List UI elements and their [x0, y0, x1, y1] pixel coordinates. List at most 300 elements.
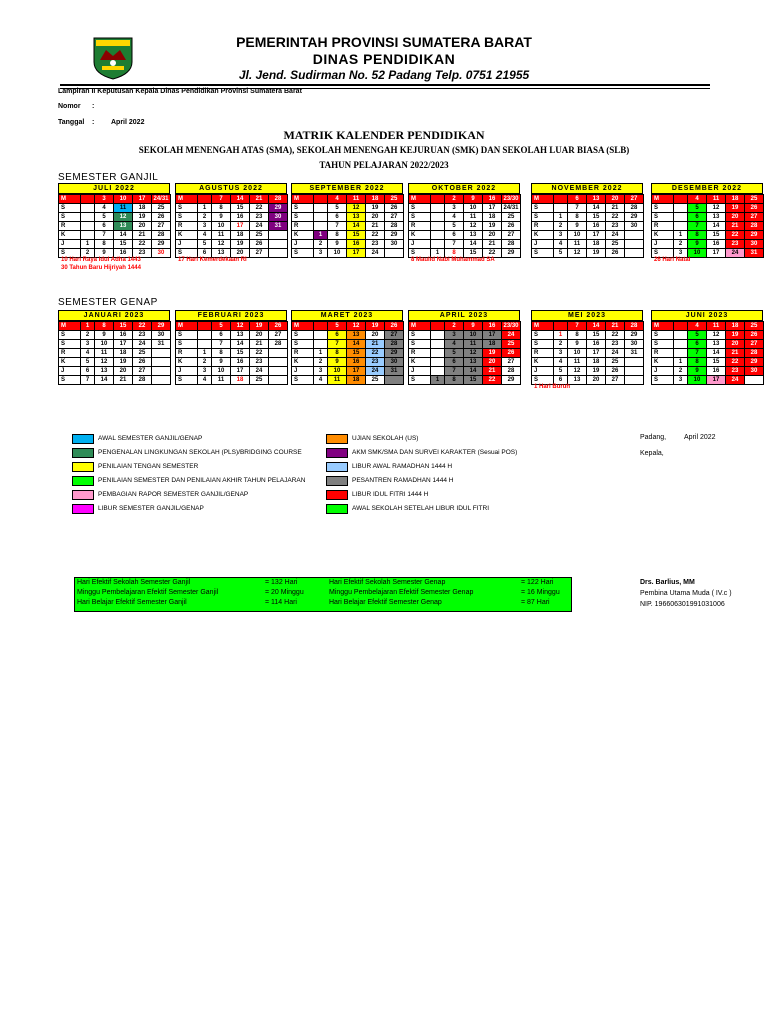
weekday-label: S — [532, 213, 554, 222]
date-cell: 22 — [133, 240, 152, 249]
date-cell: 10 — [688, 249, 707, 258]
date-cell: 19 — [726, 204, 745, 213]
legend-swatch — [326, 504, 348, 514]
date-cell: 23 — [366, 358, 385, 367]
month-table — [651, 194, 764, 258]
date-cell: 16 — [114, 331, 133, 340]
date-cell — [81, 231, 95, 240]
date-cell: 2 — [445, 322, 464, 331]
date-cell: 12 — [212, 240, 231, 249]
date-cell — [198, 340, 212, 349]
date-cell: 12 — [464, 349, 483, 358]
tanggal-sep: : — [92, 119, 95, 126]
date-cell — [314, 195, 328, 204]
month-calendar — [408, 183, 520, 258]
summary-value: = 87 Hari — [521, 599, 550, 606]
date-cell: 27 — [133, 367, 152, 376]
weekday-label: J — [409, 240, 431, 249]
date-cell: 13 — [95, 367, 114, 376]
date-cell: 15 — [587, 331, 606, 340]
date-cell: 19 — [133, 213, 152, 222]
month-calendar — [531, 183, 643, 258]
date-cell: 2 — [198, 213, 212, 222]
date-cell: 31 — [385, 367, 404, 376]
summary-value: = 132 Hari — [265, 579, 298, 586]
date-cell: 14 — [347, 340, 366, 349]
date-cell: 25 — [606, 240, 625, 249]
month-name: MARET 2023 — [291, 310, 403, 321]
weekday-label: M — [176, 322, 198, 331]
date-cell: 17 — [483, 331, 502, 340]
date-cell: 12 — [707, 331, 726, 340]
summary-label: Hari Efektif Sekolah Semester Ganjil — [77, 579, 191, 586]
date-cell: 9 — [688, 240, 707, 249]
weekday-label: K — [292, 231, 314, 240]
date-cell: 11 — [212, 376, 231, 385]
date-cell — [431, 349, 445, 358]
legend-label: PENGENALAN LINGKUNGAN SEKOLAH (PLS)/BRIDGING COURSE — [98, 449, 302, 456]
header-department: DINAS PENDIDIKAN — [312, 51, 456, 67]
date-cell: 3 — [445, 204, 464, 213]
date-cell: 11 — [212, 231, 231, 240]
date-cell: 28 — [269, 195, 288, 204]
date-cell — [674, 340, 688, 349]
date-cell: 8 — [568, 331, 587, 340]
month-name: MEI 2023 — [531, 310, 643, 321]
date-cell: 12 — [347, 322, 366, 331]
date-cell: 24 — [726, 376, 745, 385]
month-name: JUNI 2023 — [651, 310, 763, 321]
weekday-label: S — [652, 213, 674, 222]
date-cell — [314, 222, 328, 231]
date-cell: 25 — [250, 231, 269, 240]
date-cell: 2 — [198, 358, 212, 367]
weekday-label: R — [292, 349, 314, 358]
date-cell: 2 — [81, 249, 95, 258]
date-cell — [554, 322, 568, 331]
date-cell: 18 — [133, 204, 152, 213]
date-cell: 14 — [114, 231, 133, 240]
date-cell: 8 — [445, 249, 464, 258]
date-cell: 30 — [152, 249, 171, 258]
date-cell: 21 — [606, 322, 625, 331]
date-cell: 14 — [95, 376, 114, 385]
date-cell: 8 — [568, 213, 587, 222]
date-cell: 18 — [726, 322, 745, 331]
date-cell: 23 — [366, 240, 385, 249]
date-cell: 29 — [625, 331, 644, 340]
date-cell — [198, 322, 212, 331]
weekday-label: S — [176, 340, 198, 349]
date-cell: 6 — [328, 331, 347, 340]
date-cell: 15 — [114, 240, 133, 249]
weekday-label: K — [652, 231, 674, 240]
legend-label: LIBUR SEMESTER GANJIL/GENAP — [98, 505, 204, 512]
weekday-label: S — [532, 204, 554, 213]
weekday-label: K — [409, 231, 431, 240]
month-calendar — [651, 183, 763, 258]
date-cell: 19 — [587, 249, 606, 258]
month-table — [291, 321, 404, 385]
summary-row — [75, 579, 571, 589]
month-calendar — [531, 310, 643, 385]
date-cell: 20 — [231, 249, 250, 258]
date-cell: 12 — [568, 249, 587, 258]
date-cell: 10 — [95, 340, 114, 349]
weekday-label: S — [292, 376, 314, 385]
date-cell — [431, 358, 445, 367]
weekday-label: S — [59, 340, 81, 349]
date-cell: 26 — [133, 358, 152, 367]
signature-nip: NIP. 196606301991031006 — [640, 601, 725, 608]
date-cell — [269, 367, 288, 376]
weekday-label: J — [652, 367, 674, 376]
date-cell: 10 — [568, 349, 587, 358]
date-cell — [431, 331, 445, 340]
weekday-label: S — [176, 249, 198, 258]
date-cell: 20 — [587, 376, 606, 385]
date-cell: 23 — [726, 240, 745, 249]
date-cell: 19 — [114, 358, 133, 367]
date-cell: 3 — [198, 222, 212, 231]
date-cell: 18 — [483, 340, 502, 349]
date-cell: 24/31 — [153, 196, 169, 202]
summary-label: Hari Belajar Efektif Semester Genap — [329, 599, 442, 606]
date-cell: 24 — [726, 249, 745, 258]
date-cell: 5 — [212, 322, 231, 331]
month-table — [531, 321, 644, 385]
doc-year: TAHUN PELAJARAN 2022/2023 — [319, 160, 449, 170]
date-cell: 26 — [269, 322, 288, 331]
date-cell: 13 — [347, 213, 366, 222]
month-name: FEBRUARI 2023 — [175, 310, 287, 321]
date-cell: 26 — [385, 204, 404, 213]
date-cell: 30 — [152, 331, 171, 340]
date-cell: 16 — [231, 213, 250, 222]
legend-swatch — [326, 462, 348, 472]
date-cell: 14 — [231, 340, 250, 349]
date-cell: 10 — [212, 222, 231, 231]
date-cell: 6 — [445, 358, 464, 367]
weekday-label: J — [176, 367, 198, 376]
date-cell: 28 — [133, 376, 152, 385]
date-cell: 25 — [250, 376, 269, 385]
weekday-label: K — [409, 358, 431, 367]
date-cell: 29 — [745, 231, 764, 240]
legend-item — [326, 476, 454, 485]
date-cell: 19 — [483, 349, 502, 358]
weekday-label: S — [652, 204, 674, 213]
weekday-label: K — [292, 358, 314, 367]
date-cell: 8 — [212, 349, 231, 358]
date-cell — [674, 322, 688, 331]
date-cell — [625, 231, 644, 240]
date-cell — [198, 331, 212, 340]
summary-value: = 20 Minggu — [265, 589, 304, 596]
month-name: DESEMBER 2022 — [651, 183, 763, 194]
month-calendar — [651, 310, 763, 385]
date-cell: 25 — [745, 322, 764, 331]
date-cell — [198, 195, 212, 204]
date-cell: 6 — [554, 376, 568, 385]
date-cell — [431, 340, 445, 349]
legend-item — [326, 490, 428, 499]
date-cell: 1 — [674, 231, 688, 240]
legend-label: PENILAIAN TENGAN SEMESTER — [98, 463, 199, 470]
date-cell: 14 — [587, 322, 606, 331]
date-cell: 15 — [464, 249, 483, 258]
date-cell: 9 — [688, 367, 707, 376]
date-cell: 29 — [625, 213, 644, 222]
weekday-label: R — [532, 349, 554, 358]
date-cell: 25 — [152, 204, 171, 213]
date-cell: 7 — [212, 195, 231, 204]
date-cell: 20 — [483, 231, 502, 240]
date-cell: 27 — [385, 213, 404, 222]
month-table — [175, 194, 288, 258]
date-cell: 13 — [347, 331, 366, 340]
holiday-note: 8 Maulid Nabi Muhammad SA — [411, 257, 495, 263]
date-cell: 7 — [328, 340, 347, 349]
date-cell: 4 — [688, 322, 707, 331]
date-cell: 3 — [95, 195, 114, 204]
legend-item — [326, 448, 517, 457]
date-cell: 21 — [250, 195, 269, 204]
date-cell — [431, 322, 445, 331]
date-cell: 18 — [587, 240, 606, 249]
date-cell: 15 — [707, 358, 726, 367]
holiday-note: 10 Hari Raya Idul Adha 1443 — [61, 257, 141, 263]
date-cell: 25 — [606, 358, 625, 367]
date-cell: 13 — [464, 358, 483, 367]
legend-label: PEMBAGIAN RAPOR SEMESTER GANJIL/GENAP — [98, 491, 249, 498]
weekday-label: K — [176, 231, 198, 240]
date-cell: 26 — [385, 322, 404, 331]
summary-row — [75, 599, 571, 609]
date-cell: 31 — [152, 340, 171, 349]
date-cell: 8 — [445, 376, 464, 385]
date-cell — [674, 331, 688, 340]
header-address: Jl. Jend. Sudirman No. 52 Padang Telp. 0751 21955 — [238, 68, 530, 82]
date-cell: 1 — [314, 349, 328, 358]
date-cell: 17 — [231, 367, 250, 376]
date-cell: 17 — [347, 367, 366, 376]
legend-item — [72, 434, 202, 443]
date-cell: 28 — [385, 340, 404, 349]
date-cell: 11 — [464, 213, 483, 222]
month-calendar — [175, 183, 287, 258]
date-cell: 12 — [568, 367, 587, 376]
date-cell: 21 — [366, 340, 385, 349]
date-cell: 14 — [587, 204, 606, 213]
month-table — [175, 321, 288, 385]
date-cell: 7 — [81, 376, 95, 385]
date-cell: 14 — [707, 349, 726, 358]
date-cell: 17 — [707, 249, 726, 258]
date-cell: 6 — [198, 249, 212, 258]
date-cell: 20 — [133, 222, 152, 231]
legend-item — [326, 462, 452, 471]
date-cell — [625, 358, 644, 367]
date-cell — [674, 195, 688, 204]
date-cell: 22 — [250, 204, 269, 213]
date-cell: 8 — [95, 322, 114, 331]
date-cell: 17 — [133, 195, 152, 204]
date-cell: 11 — [568, 358, 587, 367]
date-cell — [269, 376, 288, 385]
weekday-label: S — [59, 213, 81, 222]
date-cell: 13 — [212, 249, 231, 258]
date-cell: 25 — [745, 195, 764, 204]
weekday-label: M — [292, 322, 314, 331]
date-cell: 16 — [483, 195, 502, 204]
date-cell: 21 — [483, 367, 502, 376]
date-cell: 22 — [726, 358, 745, 367]
date-cell: 7 — [568, 204, 587, 213]
date-cell: 25 — [502, 213, 521, 222]
weekday-label: J — [532, 240, 554, 249]
weekday-label: K — [532, 231, 554, 240]
date-cell: 15 — [231, 349, 250, 358]
date-cell: 29 — [152, 322, 171, 331]
date-cell: 3 — [674, 376, 688, 385]
semester-genap-title: SEMESTER GENAP — [58, 297, 158, 308]
date-cell: 8 — [328, 231, 347, 240]
date-cell: 11 — [347, 195, 366, 204]
legend-swatch — [326, 434, 348, 444]
date-cell: 7 — [688, 222, 707, 231]
date-cell: 2 — [554, 340, 568, 349]
weekday-label: S — [652, 331, 674, 340]
date-cell: 30 — [745, 240, 764, 249]
date-cell: 30 — [625, 340, 644, 349]
date-cell — [152, 349, 171, 358]
month-table — [651, 321, 764, 385]
date-cell — [674, 222, 688, 231]
date-cell: 24 — [502, 331, 521, 340]
legend-item — [72, 476, 305, 485]
month-calendar — [58, 310, 170, 385]
date-cell: 26 — [606, 249, 625, 258]
date-cell: 18 — [347, 376, 366, 385]
date-cell — [152, 376, 171, 385]
date-cell: 18 — [726, 195, 745, 204]
weekday-label: S — [532, 331, 554, 340]
date-cell: 4 — [554, 358, 568, 367]
date-cell: 13 — [587, 195, 606, 204]
legend-swatch — [72, 504, 94, 514]
date-cell: 5 — [328, 204, 347, 213]
month-name: JULI 2022 — [58, 183, 170, 194]
signature-rank: Pembina Utama Muda ( IV.c ) — [640, 590, 732, 597]
date-cell: 1 — [314, 231, 328, 240]
date-cell: 29 — [502, 376, 521, 385]
date-cell: 13 — [231, 331, 250, 340]
date-cell: 19 — [483, 222, 502, 231]
date-cell: 8 — [328, 349, 347, 358]
date-cell — [625, 376, 644, 385]
date-cell: 26 — [502, 349, 521, 358]
month-name: OKTOBER 2022 — [408, 183, 520, 194]
date-cell — [554, 204, 568, 213]
date-cell: 23 — [726, 367, 745, 376]
date-cell: 3 — [198, 367, 212, 376]
date-cell: 14 — [464, 240, 483, 249]
date-cell: 17 — [347, 249, 366, 258]
weekday-label: R — [176, 222, 198, 231]
date-cell: 27 — [502, 231, 521, 240]
date-cell: 20 — [250, 331, 269, 340]
date-cell — [745, 376, 764, 385]
header-government: PEMERINTAH PROVINSI SUMATERA BARAT — [236, 34, 532, 50]
date-cell: 28 — [745, 222, 764, 231]
date-cell: 28 — [625, 322, 644, 331]
date-cell: 22 — [133, 322, 152, 331]
date-cell: 29 — [152, 240, 171, 249]
date-cell: 1 — [198, 349, 212, 358]
month-name: APRIL 2023 — [408, 310, 520, 321]
weekday-label: S — [652, 376, 674, 385]
date-cell: 10 — [464, 331, 483, 340]
weekday-label: M — [59, 322, 81, 331]
summary-value: = 16 Minggu — [521, 589, 560, 596]
doc-subtitle: SEKOLAH MENENGAH ATAS (SMA), SEKOLAH MENENGAH KEJURUAN (SMK) DAN SEKOLAH LUAR BIASA (SLB) — [138, 145, 630, 155]
date-cell: 5 — [81, 358, 95, 367]
date-cell: 14 — [707, 222, 726, 231]
date-cell: 9 — [95, 249, 114, 258]
date-cell — [674, 349, 688, 358]
month-name: SEPTEMBER 2022 — [291, 183, 403, 194]
date-cell: 15 — [464, 376, 483, 385]
date-cell: 22 — [726, 231, 745, 240]
date-cell: 4 — [445, 340, 464, 349]
date-cell: 6 — [688, 213, 707, 222]
date-cell: 16 — [707, 240, 726, 249]
date-cell: 4 — [314, 376, 328, 385]
date-cell: 4 — [328, 195, 347, 204]
date-cell: 24 — [133, 340, 152, 349]
date-cell: 22 — [366, 231, 385, 240]
weekday-label: R — [292, 222, 314, 231]
legend-swatch — [72, 448, 94, 458]
legend-label: AWAL SEKOLAH SETELAH LIBUR IDUL FITRI — [352, 505, 490, 512]
legend-item — [72, 504, 204, 513]
date-cell: 15 — [347, 349, 366, 358]
date-cell: 5 — [328, 322, 347, 331]
holiday-note: 1 Hari Buruh — [534, 384, 571, 390]
weekday-label: M — [59, 195, 81, 204]
weekday-label: S — [409, 204, 431, 213]
date-cell: 6 — [688, 340, 707, 349]
date-cell — [81, 222, 95, 231]
month-calendar — [291, 183, 403, 258]
date-cell: 24/31 — [503, 205, 519, 211]
date-cell: 24 — [606, 349, 625, 358]
date-cell: 8 — [95, 240, 114, 249]
weekday-label: M — [532, 195, 554, 204]
date-cell: 7 — [212, 340, 231, 349]
weekday-label: S — [409, 331, 431, 340]
weekday-label: K — [59, 358, 81, 367]
date-cell: 31 — [625, 349, 644, 358]
legend-item — [326, 434, 418, 443]
weekday-label: K — [59, 231, 81, 240]
date-cell: 11 — [707, 322, 726, 331]
legend-item — [72, 462, 198, 471]
date-cell: 23 — [133, 249, 152, 258]
legend-label: UJIAN SEKOLAH (US) — [352, 435, 419, 442]
date-cell: 24 — [366, 367, 385, 376]
